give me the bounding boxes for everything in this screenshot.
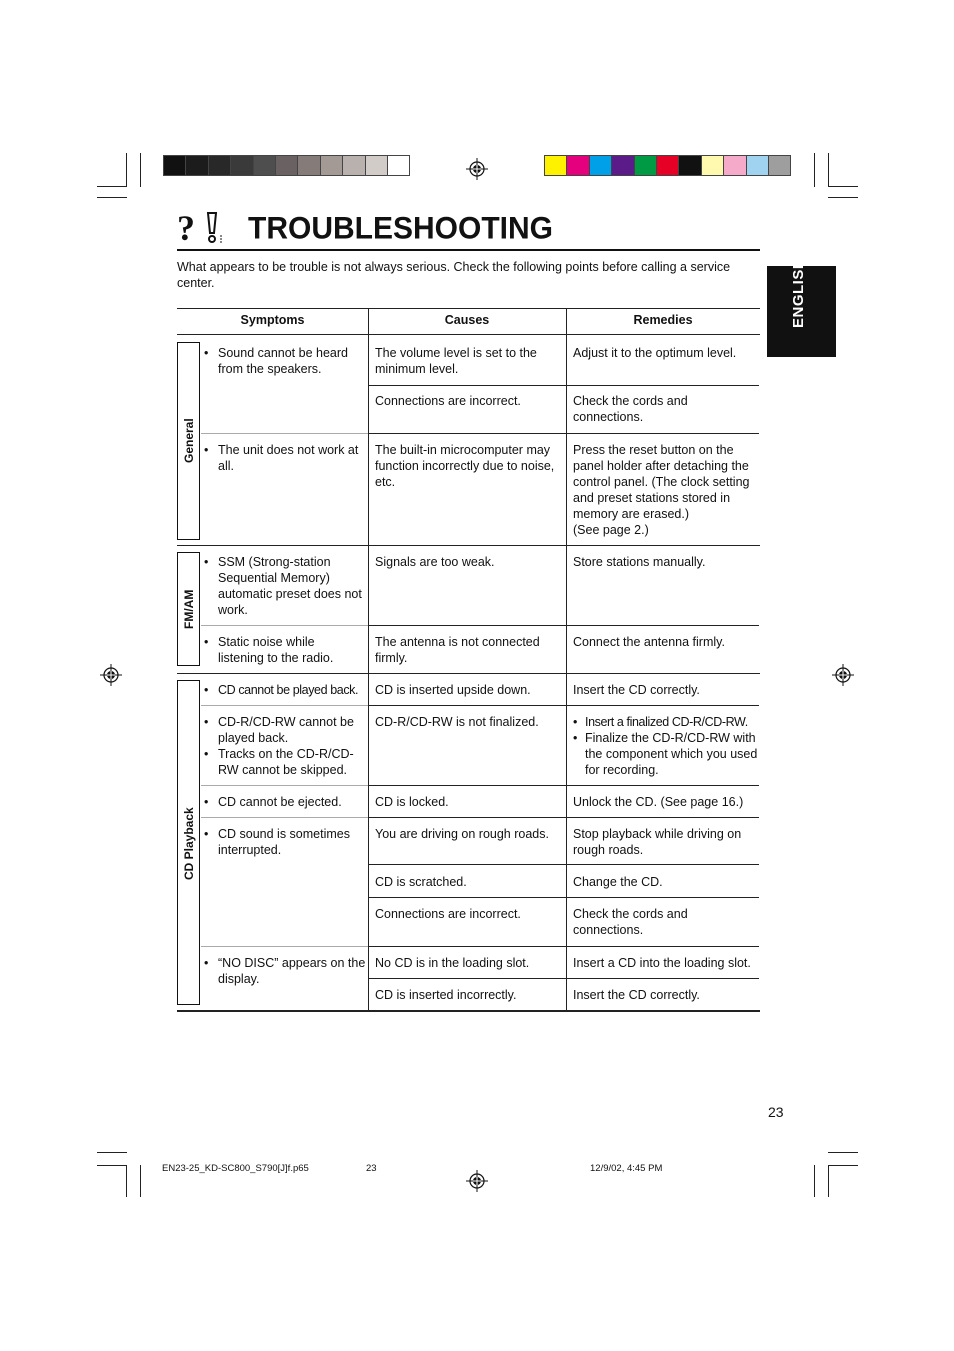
table-rule [368, 785, 759, 786]
remedy-cell: Check the cords and connections. [573, 907, 688, 937]
color-swatch [208, 155, 231, 176]
remedy-text: Insert a finalized CD-R/CD-RW. [585, 715, 748, 729]
symptom-text: Static noise while listening to the radio. [218, 635, 334, 665]
remedy-cell: Unlock the CD. (See page 16.) [573, 795, 744, 809]
registration-mark-icon [466, 1170, 488, 1192]
color-swatch [611, 155, 634, 176]
table-rule [368, 978, 759, 979]
crop-mark [828, 186, 858, 187]
crop-mark [97, 197, 127, 198]
table-rule [368, 625, 759, 626]
page-number: 23 [768, 1104, 784, 1120]
registration-mark-icon [466, 158, 488, 180]
color-swatch [678, 155, 701, 176]
column-header-symptoms: Symptoms [240, 313, 305, 327]
symptom-text: SSM (Strong-station Sequential Memory) automatic preset does not work. [218, 555, 362, 617]
color-swatch [253, 155, 276, 176]
crop-mark [126, 153, 127, 187]
table-rule [368, 705, 759, 706]
registration-mark-icon [100, 664, 122, 686]
symptom-cell: • CD cannot be played back. [204, 683, 359, 697]
color-swatch [365, 155, 388, 176]
cause-cell: CD is inserted upside down. [375, 683, 531, 697]
cause-cell: Connections are incorrect. [375, 394, 521, 408]
page-title: TROUBLESHOOTING [248, 211, 553, 246]
symptom-text: The unit does not work at all. [218, 443, 359, 473]
remedy-cell: • Insert a finalized CD-R/CD-RW. [573, 715, 748, 729]
crop-mark [828, 1165, 858, 1166]
cause-cell: Signals are too weak. [375, 555, 495, 569]
symptom-text: CD-R/CD-RW cannot be played back. [218, 715, 354, 745]
symptom-cell: • The unit does not work at all. [204, 443, 359, 473]
intro-text: What appears to be trouble is not always serious. Check the following points before calling a service center. [177, 260, 731, 290]
remedy-cell: Connect the antenna firmly. [573, 635, 725, 649]
color-swatch [566, 155, 589, 176]
remedy-text: Finalize the CD-R/CD-RW with the component which you used for recording. [585, 731, 758, 777]
table-rule [368, 817, 759, 818]
color-swatch [320, 155, 343, 176]
cause-cell: CD is inserted incorrectly. [375, 988, 517, 1002]
symptom-text: CD sound is sometimes interrupted. [218, 827, 350, 857]
crop-mark [828, 1152, 858, 1153]
table-rule [368, 897, 759, 898]
remedy-cell: Insert the CD correctly. [573, 988, 700, 1002]
remedy-page-ref: (See page 2.) [573, 523, 649, 537]
remedy-cell: Insert a CD into the loading slot. [573, 956, 751, 970]
symptom-text: CD cannot be played back. [218, 683, 359, 697]
cause-cell: CD-R/CD-RW is not finalized. [375, 715, 539, 729]
symptom-text: “NO DISC” appears on the display. [218, 956, 366, 986]
color-swatch [634, 155, 657, 176]
symptom-text: Tracks on the CD-R/CD-RW cannot be skipped. [218, 747, 354, 777]
cause-cell: The antenna is not connected firmly. [375, 635, 540, 665]
color-swatch [746, 155, 769, 176]
cause-cell: The volume level is set to the minimum level. [375, 346, 537, 376]
section-label-fm-am: FM/AM [182, 589, 196, 629]
footer-page: 23 [366, 1163, 377, 1174]
color-swatch [342, 155, 365, 176]
footer-filename: EN23-25_KD-SC800_S790[J]f.p65 [162, 1163, 309, 1174]
crop-mark [828, 153, 829, 187]
remedy-cell: • Finalize the CD-R/CD-RW with the component which you used for recording. [573, 731, 758, 777]
table-rule [368, 864, 759, 865]
table-rule [566, 308, 567, 1011]
color-swatch [163, 155, 186, 176]
remedy-cell: Change the CD. [573, 875, 663, 889]
remedy-text: Press the reset button on the panel holder after detaching the control panel. (The clock setting and preset stations stored in memory are erased.) [573, 443, 750, 521]
column-header-causes: Causes [444, 313, 490, 327]
color-swatch [230, 155, 253, 176]
crop-mark [814, 1165, 815, 1197]
color-swatch [297, 155, 320, 176]
table-rule [177, 308, 760, 309]
table-rule [368, 946, 759, 947]
color-swatch [656, 155, 679, 176]
crop-mark [828, 197, 858, 198]
table-rule [368, 433, 759, 434]
question-exclamation-icon [177, 210, 225, 244]
crop-mark [140, 153, 141, 187]
registration-mark-icon [832, 664, 854, 686]
symptom-cell: • Tracks on the CD-R/CD-RW cannot be skipped. [204, 747, 354, 777]
symptom-cell: • CD sound is sometimes interrupted. [204, 827, 350, 857]
symptom-cell: • “NO DISC” appears on the display. [204, 956, 366, 986]
symptom-cell: • SSM (Strong-station Sequential Memory) automatic preset does not work. [204, 555, 362, 617]
section-label-general: General [182, 418, 196, 463]
color-swatch [544, 155, 567, 176]
color-swatch [768, 155, 791, 176]
color-swatch [275, 155, 298, 176]
cause-cell: No CD is in the loading slot. [375, 956, 530, 970]
remedy-cell [573, 442, 758, 538]
symptom-text: Sound cannot be heard from the speakers. [218, 346, 348, 376]
table-rule [177, 334, 760, 335]
color-swatch [701, 155, 724, 176]
table-rule [368, 308, 369, 1011]
remedy-cell: Check the cords and connections. [573, 394, 688, 424]
crop-mark [828, 1165, 829, 1197]
symptom-cell: • Sound cannot be heard from the speakers. [204, 346, 348, 376]
crop-mark [140, 1165, 141, 1197]
svg-text:?: ? [177, 210, 195, 244]
crop-mark [97, 186, 127, 187]
table-rule [177, 1010, 760, 1012]
symptom-text: CD cannot be ejected. [218, 795, 342, 809]
crop-mark [126, 1165, 127, 1197]
table-rule [177, 673, 760, 674]
color-swatch [387, 155, 410, 176]
cause-cell: The built-in microcomputer may function incorrectly due to noise, etc. [375, 443, 555, 489]
column-header-remedies: Remedies [633, 313, 693, 327]
color-swatch [185, 155, 208, 176]
remedy-cell: Adjust it to the optimum level. [573, 346, 737, 360]
table-rule [368, 385, 759, 386]
table-rule [177, 545, 760, 546]
cause-cell: Connections are incorrect. [375, 907, 521, 921]
symptom-cell: • CD-R/CD-RW cannot be played back. [204, 715, 354, 745]
language-tab-label: ENGLISH [790, 257, 807, 328]
cause-cell: CD is scratched. [375, 875, 467, 889]
remedy-cell: Store stations manually. [573, 555, 706, 569]
remedy-cell: Stop playback while driving on rough roads. [573, 827, 742, 857]
crop-mark [97, 1165, 127, 1166]
crop-mark [97, 1152, 127, 1153]
symptom-cell: • CD cannot be ejected. [204, 795, 342, 809]
title-underline [177, 249, 760, 251]
cause-cell: CD is locked. [375, 795, 449, 809]
section-label-cd-playback: CD Playback [182, 807, 196, 880]
cause-cell: You are driving on rough roads. [375, 827, 549, 841]
color-swatch [589, 155, 612, 176]
crop-mark [814, 153, 815, 187]
color-swatch [723, 155, 746, 176]
footer-timestamp: 12/9/02, 4:45 PM [590, 1163, 663, 1174]
symptom-cell: • Static noise while listening to the radio. [204, 635, 334, 665]
remedy-cell: Insert the CD correctly. [573, 683, 700, 697]
